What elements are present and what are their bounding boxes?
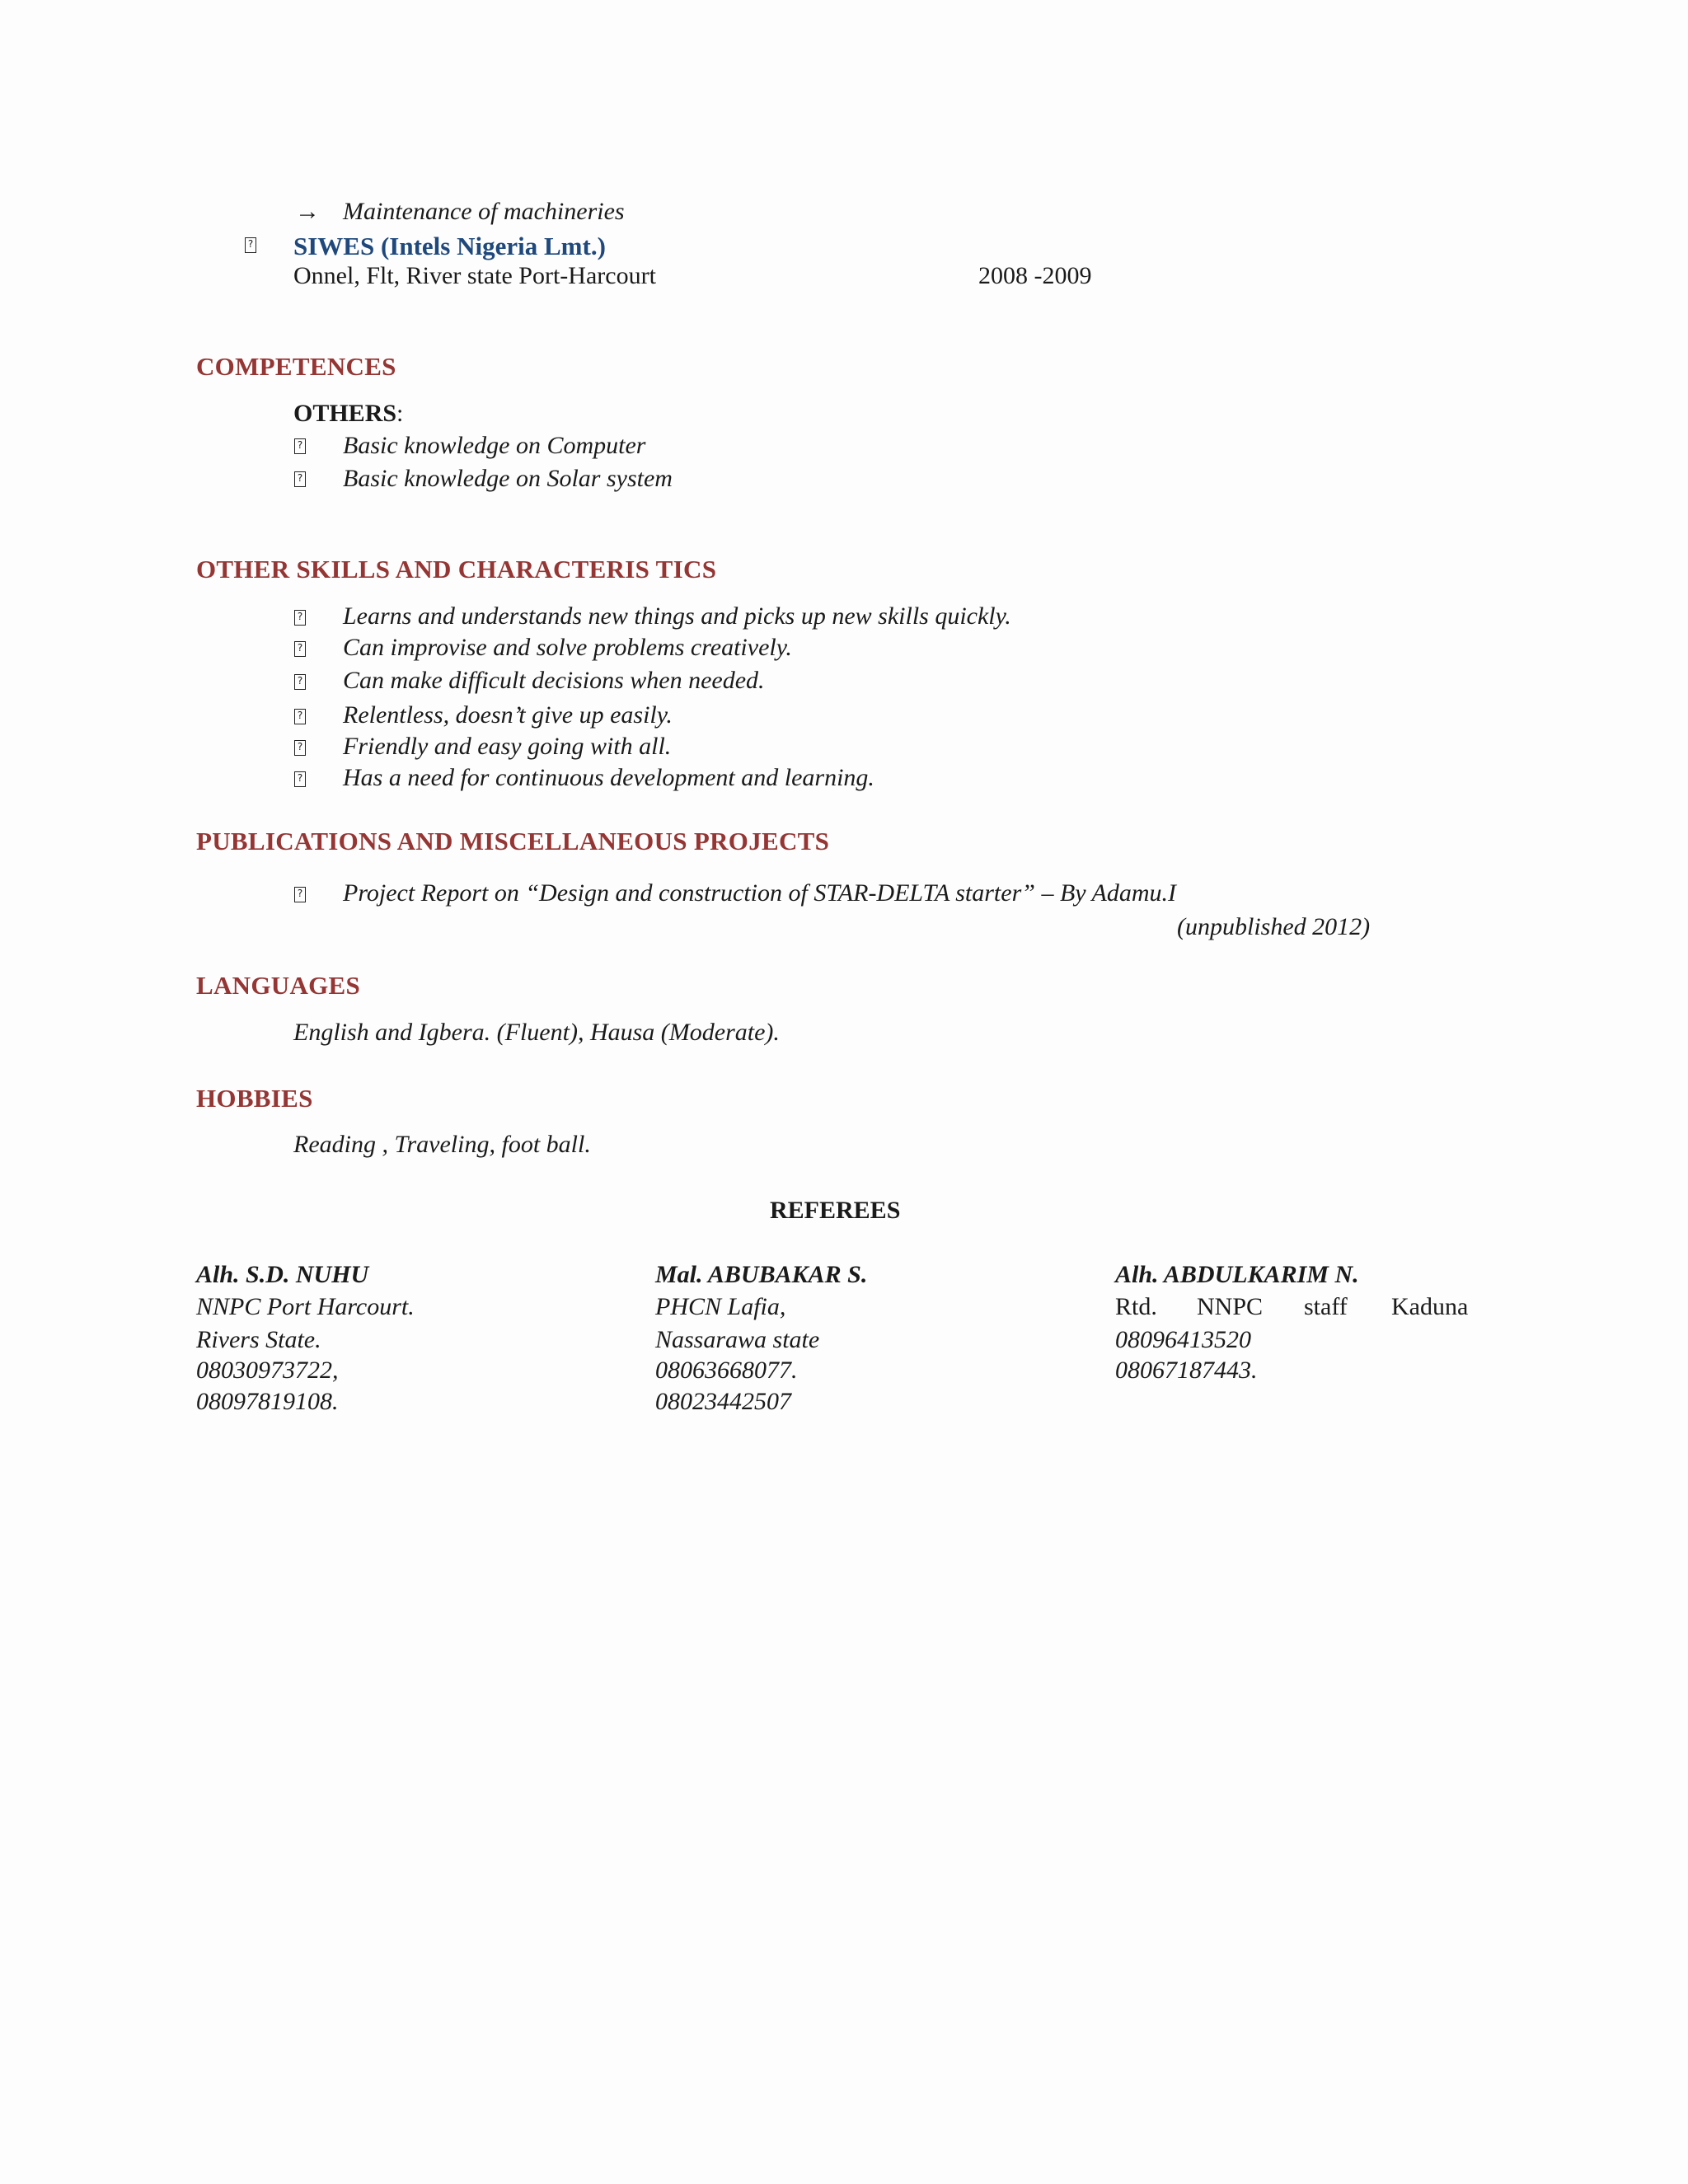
referee-line: 08063668077. [655, 1357, 798, 1384]
referee-line: staff [1304, 1293, 1348, 1320]
list-item: Can make difficult decisions when needed. [343, 667, 765, 694]
siwes-title: SIWES (Intels Nigeria Lmt.) [293, 232, 606, 260]
task-arrow: → [295, 198, 320, 225]
siwes-years: 2008 -2009 [978, 262, 1092, 289]
other-skills-heading: OTHER SKILLS AND CHARACTERIS TICS [196, 555, 717, 583]
languages-text: English and Igbera. (Fluent), Hausa (Moderate). [293, 1019, 780, 1046]
referee-line: NNPC Port Harcourt. [196, 1293, 415, 1320]
bullet-box-icon: ? [294, 887, 306, 902]
referee-line: Kaduna [1391, 1293, 1469, 1320]
bullet-box-icon: ? [294, 740, 306, 756]
hobbies-heading: HOBBIES [196, 1084, 313, 1113]
list-item: Relentless, doesn’t give up easily. [343, 701, 673, 729]
referee-line: Nassarawa state [655, 1326, 820, 1353]
referee-line: NNPC [1197, 1293, 1264, 1320]
referee-line: PHCN Lafia, [655, 1293, 786, 1320]
referee-line: 08097819108. [196, 1388, 339, 1415]
hobbies-text: Reading , Traveling, foot ball. [293, 1131, 591, 1158]
competences-heading: COMPETENCES [196, 352, 396, 381]
languages-heading: LANGUAGES [196, 971, 361, 1000]
referee-line: Rivers State. [196, 1326, 321, 1353]
list-item: Basic knowledge on Computer [343, 432, 646, 459]
referee-line: 08067187443. [1115, 1357, 1258, 1384]
referee-name: Alh. ABDULKARIM N. [1115, 1261, 1359, 1288]
referees-heading: REFEREES [770, 1197, 901, 1224]
publication-item: Project Report on “Design and construction of STAR-DELTA starter” – By Adamu.I [343, 879, 1177, 907]
publications-heading: PUBLICATIONS AND MISCELLANEOUS PROJECTS [196, 827, 830, 855]
list-item: Can improvise and solve problems creatively. [343, 634, 792, 661]
bullet-box-icon: ? [294, 438, 306, 454]
referee-line: 08023442507 [655, 1388, 791, 1415]
list-item: Basic knowledge on Solar system [343, 465, 673, 492]
list-item: Friendly and easy going with all. [343, 733, 672, 760]
bullet-box-icon: ? [294, 641, 306, 657]
list-item: Learns and understands new things and picks up new skills quickly. [343, 602, 1011, 630]
task-item: Maintenance of machineries [343, 198, 625, 225]
list-item: Has a need for continuous development and learning. [343, 764, 874, 791]
bullet-box-icon: ? [245, 237, 256, 253]
referee-line: 08030973722, [196, 1357, 339, 1384]
bullet-box-icon: ? [294, 471, 306, 487]
referee-name: Mal. ABUBAKAR S. [655, 1261, 868, 1288]
bullet-box-icon: ? [294, 610, 306, 626]
publication-note: (unpublished 2012) [1177, 913, 1371, 940]
bullet-box-icon: ? [294, 674, 306, 690]
bullet-box-icon: ? [294, 771, 306, 787]
others-subheading: OTHERS: [293, 400, 404, 427]
siwes-location: Onnel, Flt, River state Port-Harcourt [293, 262, 656, 289]
referee-name: Alh. S.D. NUHU [196, 1261, 369, 1288]
referee-line: Rtd. [1115, 1293, 1157, 1320]
referee-line: 08096413520 [1115, 1326, 1251, 1353]
bullet-box-icon: ? [294, 709, 306, 724]
